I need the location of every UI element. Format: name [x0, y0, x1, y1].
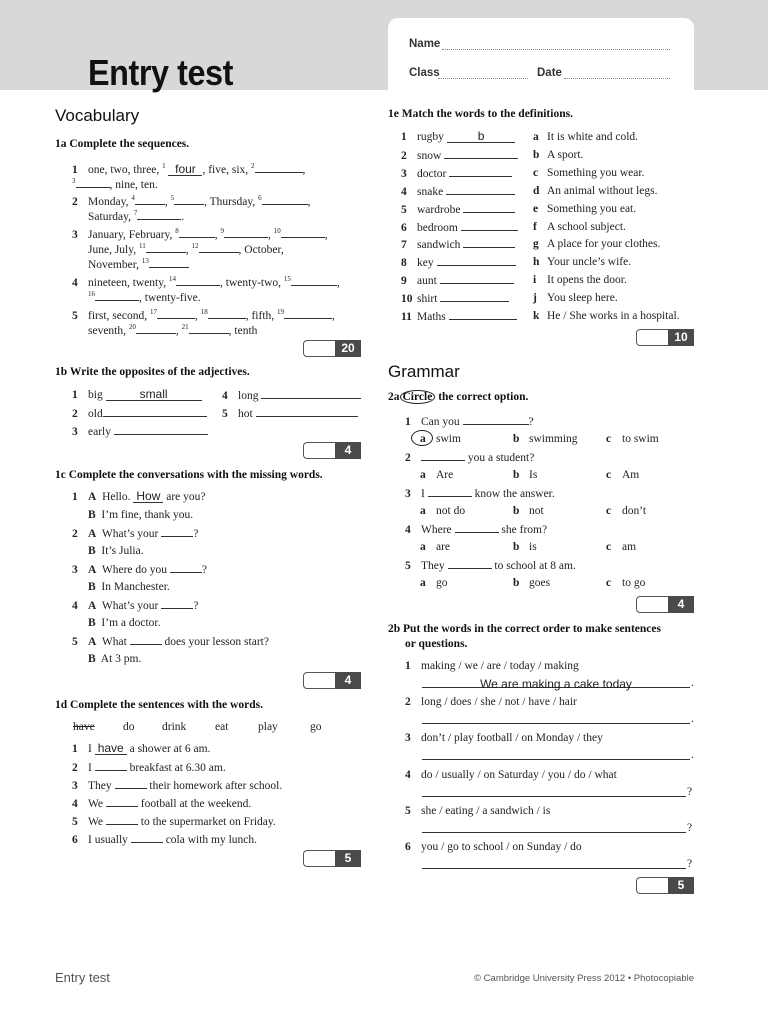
order-item: 5 she / eating / a sandwich / is: [405, 804, 551, 817]
blank[interactable]: [95, 760, 127, 771]
blank[interactable]: [261, 388, 361, 399]
option-b[interactable]: b not: [513, 505, 544, 517]
option-letter: b: [513, 469, 520, 481]
definition-row: g A place for your clothes.: [533, 238, 661, 251]
match-word-row: 10 shirt: [401, 291, 509, 306]
blank[interactable]: [161, 598, 193, 609]
option-letter: a: [420, 577, 426, 589]
item-1b-3: 3 early: [72, 424, 208, 439]
blank[interactable]: [446, 184, 515, 195]
blank[interactable]: [448, 558, 492, 569]
answer-line[interactable]: [422, 796, 686, 797]
item-1a-3-cont: June, July, $^{11}$ , $^{12}$ , October,: [88, 242, 284, 256]
order-item: 3 don’t / play football / on Monday / they: [405, 732, 603, 745]
item-1c-4a: 4 A What’s your ?: [72, 600, 199, 612]
definition-row: i It opens the door.: [533, 274, 627, 287]
match-word-row: 5 wardrobe: [401, 202, 515, 217]
score-box-1d: 5: [303, 850, 361, 867]
item-1a-2-cont: Saturday, $^7$ .: [88, 209, 185, 223]
blank[interactable]: [208, 308, 246, 319]
item-1a-2: 2 Monday, $^4$ , $^5$ , Thursday, $^6$ ,: [72, 194, 311, 208]
definition-row: j You sleep here.: [533, 292, 618, 305]
blank[interactable]: [255, 162, 303, 173]
order-item: 2 long / does / she / not / have / hair: [405, 696, 577, 709]
item-number: 6: [401, 221, 407, 234]
blank[interactable]: [176, 275, 220, 286]
item-1c-2a: 2 A What’s your ?: [72, 528, 199, 540]
blank[interactable]: [256, 406, 358, 417]
instruction-1b: 1b Write the opposites of the adjectives.: [55, 366, 250, 378]
definition-row: f A school subject.: [533, 220, 626, 233]
item-1d-4: 4 We football at the weekend.: [72, 798, 252, 810]
order-item: 4 do / usually / on Saturday / you / do / what: [405, 768, 617, 781]
match-word-row: 7 sandwich: [401, 237, 515, 252]
blank[interactable]: [440, 291, 509, 302]
option-a[interactable]: a swim: [420, 433, 461, 445]
answer-line[interactable]: [422, 759, 690, 760]
option-a[interactable]: a Are: [420, 469, 454, 481]
section-heading-grammar: Grammar: [388, 362, 460, 381]
definition-row: d An animal without legs.: [533, 184, 658, 197]
option-c[interactable]: c Am: [606, 469, 640, 481]
class-field[interactable]: [438, 78, 528, 79]
end-punctuation: ?: [687, 821, 693, 834]
end-punctuation: .: [691, 713, 694, 726]
section-heading-vocabulary: Vocabulary: [55, 106, 140, 125]
item-1c-3b: B In Manchester.: [88, 581, 170, 593]
blank[interactable]: [135, 194, 165, 205]
instruction-1d: 1d Complete the sentences with the words.: [55, 699, 263, 711]
blank[interactable]: [224, 227, 268, 238]
item-1b-2: 2 old: [72, 406, 207, 421]
answer-line[interactable]: [422, 868, 686, 869]
option-c[interactable]: c to go: [606, 577, 646, 589]
score-box-1e: 10: [636, 329, 694, 346]
blank[interactable]: [146, 242, 186, 253]
score-box-1c: 4: [303, 672, 361, 689]
item-number: 8: [401, 257, 407, 270]
option-letter: b: [513, 505, 520, 517]
blank[interactable]: [149, 257, 189, 268]
item-1a-5: 5 first, second, $^{17}$ , $^{18}$ , fifth, $^{19}$ ,: [72, 308, 335, 322]
instruction-1a: 1a Complete the sequences.: [55, 138, 190, 150]
option-letter: b: [513, 433, 520, 445]
blank[interactable]: [455, 522, 499, 533]
item-1d-5: 5 We to the supermarket on Friday.: [72, 816, 276, 828]
item-1a-3-cont2: November, $^{13}$: [88, 254, 189, 272]
item-number: 9: [401, 275, 407, 288]
option-letter: a: [420, 433, 426, 445]
option-a[interactable]: a not do: [420, 505, 466, 517]
instruction-1c: 1c Complete the conversations with the missing words.: [55, 469, 323, 481]
option-c[interactable]: c am: [606, 541, 637, 553]
option-letter: a: [420, 469, 426, 481]
item-1c-4b: B I’m a doctor.: [88, 617, 161, 629]
match-word-row: 2 snow: [401, 148, 518, 163]
item-1d-2: 2 I breakfast at 6.30 am.: [72, 762, 226, 774]
answer-have: have: [95, 742, 127, 755]
match-word-row: 6 bedroom: [401, 220, 518, 235]
item-1d-3: 3 They their homework after school.: [72, 780, 283, 792]
blank[interactable]: [174, 194, 204, 205]
blank[interactable]: [76, 177, 110, 188]
score-box-1a: 20: [303, 340, 361, 357]
item-1c-3a: 3 A Where do you ?: [72, 564, 207, 576]
item-1c-1b: B I’m fine, thank you.: [88, 509, 194, 521]
option-letter: a: [420, 541, 426, 553]
item-number: 2: [405, 696, 411, 709]
answer-four: four: [168, 163, 202, 176]
answer-line[interactable]: [422, 723, 690, 724]
instruction-2a: 2a Circle the correct option.: [388, 391, 529, 403]
instruction-1e: 1e Match the words to the definitions.: [388, 108, 573, 120]
item-number: 5: [405, 804, 411, 817]
blank[interactable]: [449, 166, 512, 177]
word-do: do: [123, 721, 135, 733]
item-number: 3: [401, 167, 407, 180]
footer-copyright: © Cambridge University Press 2012 • Photocopiable: [474, 973, 694, 984]
item-1b-4: 4 long: [222, 388, 361, 403]
end-punctuation: .: [691, 749, 694, 762]
blank[interactable]: [281, 227, 325, 238]
option-letter: c: [606, 541, 612, 553]
item-number: 4: [401, 185, 407, 198]
item-1a-3: 3 January, February, $^8$ , $^9$ , $^{10}$ ,: [72, 227, 328, 241]
option-letter: c: [606, 433, 612, 445]
match-word-row: 9 aunt: [401, 273, 514, 288]
blank[interactable]: [131, 832, 163, 843]
item-1a-1-cont: $^3$ , nine, ten.: [72, 177, 158, 191]
item-number: 3: [405, 732, 411, 745]
item-1d-1: 1 I have a shower at 6 am.: [72, 741, 211, 755]
option-a[interactable]: a are: [420, 541, 451, 553]
word-eat: eat: [215, 721, 229, 733]
item-1c-5b: B At 3 pm.: [88, 653, 142, 665]
blank[interactable]: [291, 275, 337, 286]
end-punctuation: ?: [687, 858, 693, 870]
circled-answer: [411, 430, 433, 446]
definition-row: k He / She works in a hospital.: [533, 310, 680, 322]
item-1b-5: 5 hot: [222, 406, 358, 421]
word-have: have: [73, 721, 95, 733]
score-box-2b: 5: [636, 877, 694, 894]
item-2a-3: 3 I know the answer.: [405, 488, 555, 500]
date-field[interactable]: [564, 78, 670, 79]
item-1a-1: 1 one, two, three, $^1$ four , five, six, $^2$ ,: [72, 161, 306, 176]
word-play: play: [258, 721, 278, 733]
item-1b-1: 1 big small: [72, 388, 202, 402]
order-item: 6 you / go to school / on Sunday / do: [405, 841, 582, 853]
answer-how: How: [133, 490, 163, 503]
blank[interactable]: [444, 148, 518, 159]
option-letter: a: [420, 505, 426, 517]
blank[interactable]: [199, 242, 239, 253]
blank[interactable]: [157, 308, 195, 319]
option-letter: c: [606, 505, 612, 517]
blank[interactable]: [130, 634, 162, 645]
blank[interactable]: [437, 255, 517, 266]
option-c[interactable]: c don’t: [606, 505, 647, 517]
item-number: 10: [401, 293, 413, 306]
option-letter: c: [606, 577, 612, 589]
blank[interactable]: [103, 406, 207, 417]
end-punctuation: ?: [687, 785, 693, 798]
definition-row: a It is white and cold.: [533, 131, 639, 143]
blank[interactable]: [284, 308, 332, 319]
item-1a-4: 4 nineteen, twenty, $^{14}$ , twenty-two, $^{15}$ ,: [72, 275, 340, 289]
blank[interactable]: [463, 237, 515, 248]
blank[interactable]: [137, 209, 181, 220]
blank[interactable]: [106, 814, 138, 825]
match-word-row: 3 doctor: [401, 166, 512, 181]
blank[interactable]: [179, 227, 215, 238]
definition-row: c Something you wear.: [533, 166, 645, 179]
definition-row: b A sport.: [533, 148, 584, 161]
blank[interactable]: [161, 526, 193, 537]
name-field[interactable]: [442, 49, 670, 50]
blank[interactable]: [440, 273, 514, 284]
item-number: 1: [401, 131, 407, 143]
blank[interactable]: [262, 194, 308, 205]
name-box: [388, 18, 694, 90]
item-1a-5-cont: seventh, $^{20}$ , $^{21}$ , tenth: [88, 323, 258, 337]
item-2a-2: 2 you a student?: [405, 452, 535, 464]
word-go: go: [310, 721, 322, 733]
item-2a-5: 5 They to school at 8 am.: [405, 560, 576, 572]
page-title: Entry test: [88, 52, 233, 93]
answer-making-cake: We are making a cake today: [480, 677, 632, 691]
item-number: 2: [401, 149, 407, 162]
class-label: Class: [409, 67, 440, 79]
blank[interactable]: [463, 202, 515, 213]
item-number: 11: [401, 311, 412, 323]
option-b[interactable]: b is: [513, 541, 537, 553]
blank[interactable]: [170, 562, 202, 573]
item-number: 1: [405, 660, 411, 672]
blank[interactable]: [115, 778, 147, 789]
item-1d-6: 6 I usually cola with my lunch.: [72, 834, 258, 846]
blank[interactable]: [463, 414, 529, 425]
option-b[interactable]: b swimming: [513, 433, 578, 445]
word-drink: drink: [162, 721, 187, 733]
blank[interactable]: [428, 486, 472, 497]
answer-small: small: [106, 388, 202, 401]
order-item: 1 making / we / are / today / making: [405, 660, 579, 672]
end-punctuation: .: [691, 677, 694, 689]
item-number: 5: [401, 203, 407, 216]
definition-row: h Your uncle’s wife.: [533, 256, 632, 269]
item-1c-5a: 5 A What does your lesson start?: [72, 636, 269, 648]
option-c[interactable]: c to swim: [606, 433, 659, 445]
item-number: 7: [401, 239, 407, 252]
match-word-row: 1 rugby b: [401, 130, 515, 144]
instruction-2b-cont: or questions.: [405, 638, 468, 650]
item-1c-2b: B It’s Julia.: [88, 545, 144, 557]
answer-line[interactable]: [422, 832, 686, 833]
option-letter: c: [606, 469, 612, 481]
blank[interactable]: [189, 323, 229, 334]
name-label: Name: [409, 38, 441, 50]
blank[interactable]: [114, 424, 208, 435]
item-number: 6: [405, 841, 411, 853]
definition-row: e Something you eat.: [533, 202, 637, 215]
blank[interactable]: [461, 220, 519, 231]
date-label: Date: [537, 67, 562, 79]
match-word-row: 4 snake: [401, 184, 515, 199]
item-1a-4-cont: $^{16}$ , twenty-five.: [88, 290, 201, 304]
blank[interactable]: [449, 309, 518, 320]
blank[interactable]: [136, 323, 176, 334]
item-1c-1a: 1 A Hello. How are you?: [72, 489, 206, 503]
item-number: 4: [405, 768, 411, 781]
option-letter: b: [513, 541, 520, 553]
item-2a-4: 4 Where she from?: [405, 524, 548, 536]
match-word-row: 8 key: [401, 255, 516, 270]
blank[interactable]: [106, 796, 138, 807]
instruction-2b: 2b Put the words in the correct order to make sentences: [388, 623, 661, 635]
option-b[interactable]: b goes: [513, 577, 551, 589]
option-a[interactable]: a go: [420, 577, 448, 589]
footer-title: Entry test: [55, 970, 110, 985]
blank[interactable]: [95, 290, 139, 301]
item-2a-1: 1 Can you ?: [405, 416, 534, 428]
option-b[interactable]: b Is: [513, 469, 538, 481]
option-letter: b: [513, 577, 520, 589]
match-word-row: 11 Maths: [401, 309, 517, 324]
blank[interactable]: [421, 450, 465, 461]
answer-b: b: [447, 130, 516, 143]
score-box-1b: 4: [303, 442, 361, 459]
score-box-2a: 4: [636, 596, 694, 613]
